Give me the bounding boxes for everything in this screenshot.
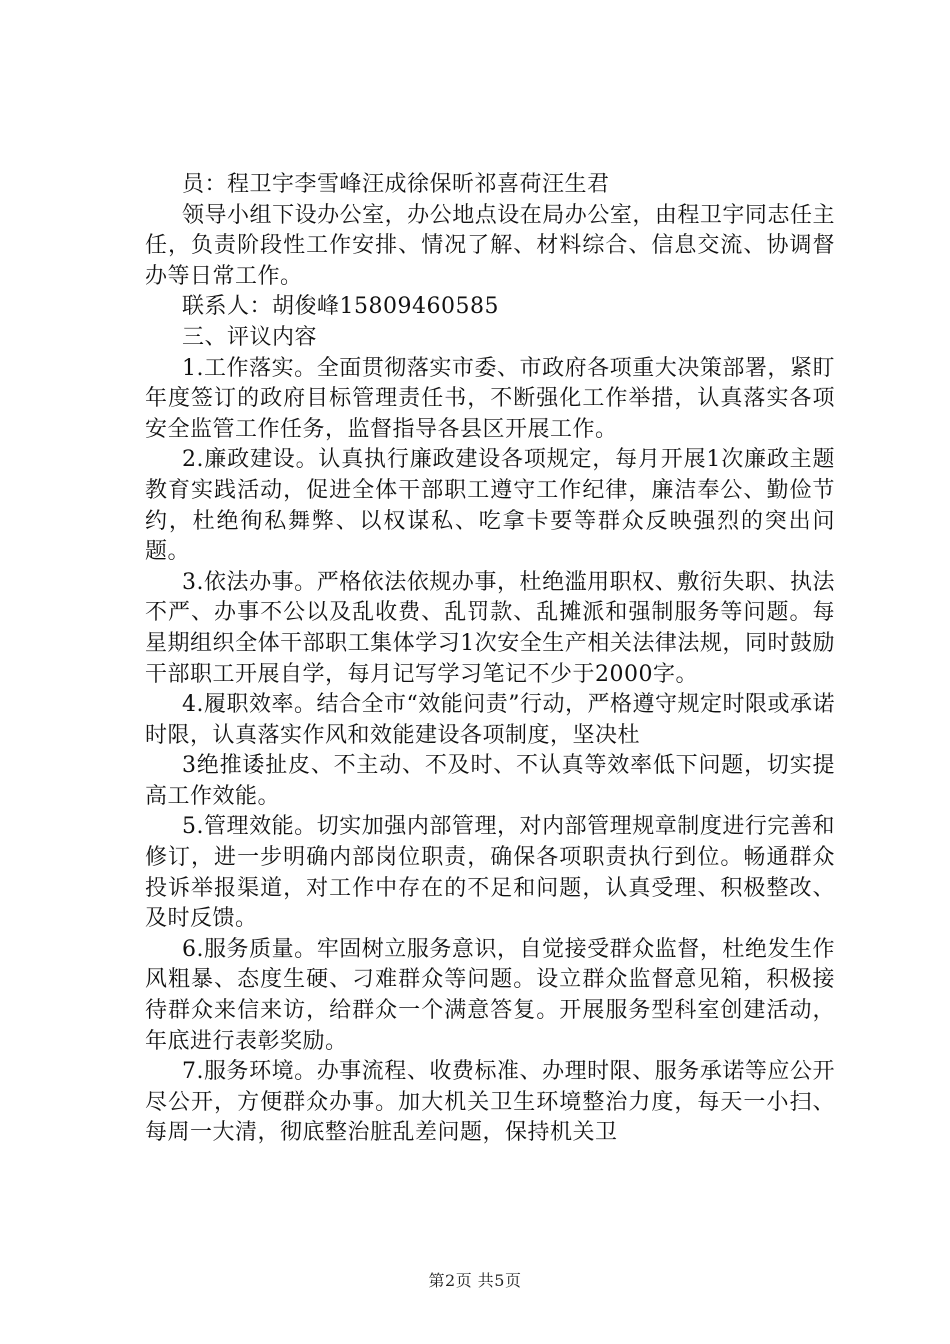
page-number-footer: 第2页 共5页 xyxy=(428,1271,522,1290)
paragraph-item-2: 2.廉政建设。认真执行廉政建设各项规定，每月开展1次廉政主题教育实践活动，促进全体干部职工遵守工作纪律，廉洁奉公、勤俭节约，杜绝徇私舞弊、以权谋私、吃拿卡要等群众反映强烈的突出问题。 xyxy=(145,447,835,565)
paragraph-contact: 联系人：胡俊峰15809460585 xyxy=(182,294,499,320)
section-heading: 三、评议内容 xyxy=(182,324,318,350)
paragraph-item-1: 1.工作落实。全面贯彻落实市委、市政府各项重大决策部署，紧盯年度签订的政府目标管理责任书，不断强化工作举措，认真落实各项安全监管工作任务，监督指导各县区开展工作。 xyxy=(145,355,835,442)
paragraph-item-6: 6.服务质量。牢固树立服务意识，自觉接受群众监督，杜绝发生作风粗暴、态度生硬、刁难群众等问题。设立群众监督意见箱，积极接待群众来信来访，给群众一个满意答复。开展服务型科室创建活动，年底进行表彰奖励。 xyxy=(145,936,835,1054)
paragraph-item-3: 3.依法办事。严格依法依规办事，杜绝滥用职权、敷衍失职、执法不严、办事不公以及乱收费、乱罚款、乱摊派和强制服务等问题。每星期组织全体干部职工集体学习1次安全生产相关法律法规，同时鼓励干部职工开展自学，每月记写学习笔记不少于2000字。 xyxy=(145,569,835,687)
paragraph-item-4: 4.履职效率。结合全市“效能问责”行动，严格遵守规定时限或承诺时限，认真落实作风和效能建设各项制度，坚决杜 xyxy=(145,692,835,748)
paragraph-office: 领导小组下设办公室，办公地点设在局办公室，由程卫宇同志任主任，负责阶段性工作安排、情况了解、材料综合、信息交流、协调督办等日常工作。 xyxy=(145,202,835,289)
document-body xyxy=(145,170,835,1149)
paragraph-item-7: 7.服务环境。办事流程、收费标准、办理时限、服务承诺等应公开尽公开，方便群众办事。加大机关卫生环境整治力度，每天一小扫、每周一大清，彻底整治脏乱差问题，保持机关卫 xyxy=(145,1059,835,1146)
paragraph-item-4-continued: 3绝推诿扯皮、不主动、不及时、不认真等效率低下问题，切实提高工作效能。 xyxy=(145,753,835,809)
paragraph-members: 员：程卫宇李雪峰汪成徐保昕祁喜荷汪生君 xyxy=(182,172,610,197)
paragraph-item-5: 5.管理效能。切实加强内部管理，对内部管理规章制度进行完善和修订，进一步明确内部岗位职责，确保各项职责执行到位。畅通群众投诉举报渠道，对工作中存在的不足和问题，认真受理、积极整改、及时反馈。 xyxy=(145,814,835,932)
